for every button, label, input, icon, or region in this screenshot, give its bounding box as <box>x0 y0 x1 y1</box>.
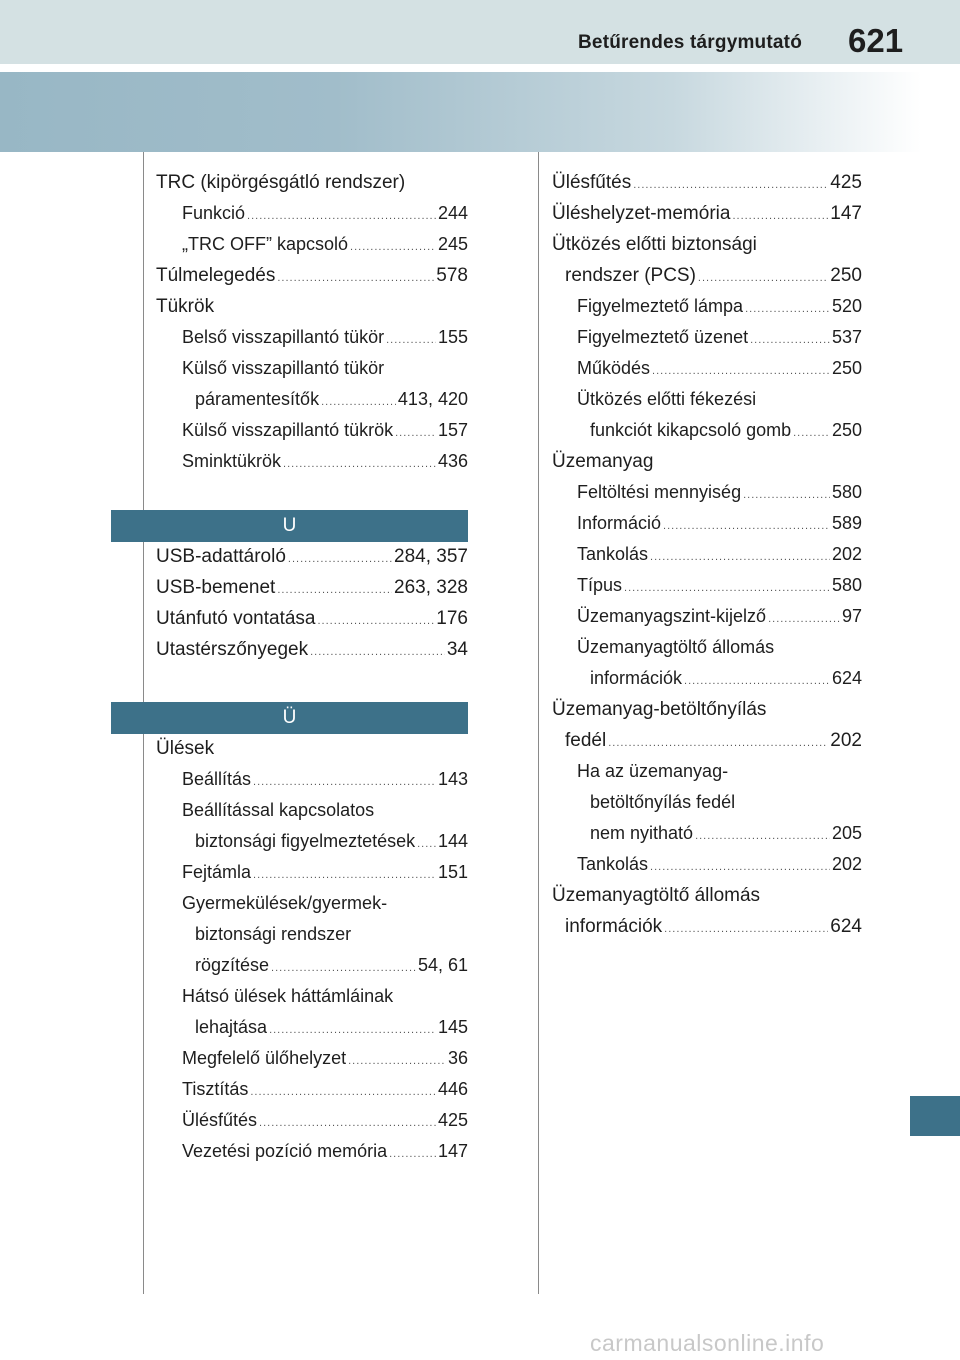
index-entry <box>552 260 862 291</box>
entry-label: Tankolás <box>577 544 649 564</box>
left-index-column-uu <box>156 733 468 1167</box>
dot-leader <box>768 604 840 632</box>
right-index-column <box>552 167 862 942</box>
dot-leader <box>386 325 436 353</box>
entry-label: Információ <box>577 513 662 533</box>
index-entry <box>156 764 468 795</box>
entry-label: Feltöltési mennyiség <box>577 482 742 502</box>
entry-page-ref: 155 <box>437 327 468 347</box>
entry-page-ref: 97 <box>841 606 862 626</box>
dot-leader <box>698 263 828 291</box>
index-entry <box>552 384 862 415</box>
entry-page-ref: 578 <box>436 265 468 286</box>
entry-page-ref: 144 <box>437 831 468 851</box>
index-entry <box>552 632 862 663</box>
dot-leader <box>664 914 828 942</box>
dot-leader <box>793 418 830 446</box>
entry-page-ref: 54, 61 <box>417 955 468 975</box>
entry-label: Üzemanyag <box>552 451 654 472</box>
index-entry <box>552 787 862 818</box>
index-entry <box>156 541 468 572</box>
entry-label: betöltőnyílás fedél <box>590 792 736 812</box>
entry-label: Működés <box>577 358 651 378</box>
dot-leader <box>395 418 436 446</box>
index-entry <box>552 353 862 384</box>
index-entry <box>552 415 862 446</box>
chapter-tab <box>910 1096 960 1136</box>
entry-page-ref: 284, 357 <box>394 546 468 567</box>
index-entry <box>156 857 468 888</box>
dot-leader <box>277 263 434 291</box>
dot-leader <box>288 544 392 572</box>
index-entry <box>552 539 862 570</box>
section-header-uu: Ü <box>111 702 468 734</box>
watermark: carmanualsonline.info <box>590 1330 825 1356</box>
entry-label: Külső visszapillantó tükrök <box>182 420 394 440</box>
decorative-band <box>0 72 960 152</box>
entry-page-ref: 147 <box>830 203 862 224</box>
dot-leader <box>695 821 830 849</box>
entry-page-ref: 624 <box>831 668 862 688</box>
entry-label: Tisztítás <box>182 1079 249 1099</box>
index-entry <box>552 446 862 477</box>
entry-label: Ülésfűtés <box>552 172 632 193</box>
entry-label: Üzemanyagtöltő állomás <box>577 637 775 657</box>
entry-label: Utánfutó vontatása <box>156 608 316 629</box>
entry-page-ref: 589 <box>831 513 862 533</box>
header-bar <box>0 0 960 64</box>
index-entry <box>156 1043 468 1074</box>
index-entry <box>552 291 862 322</box>
entry-label: Fejtámla <box>182 862 252 882</box>
entry-label: Belső visszapillantó tükör <box>182 327 385 347</box>
entry-label: nem nyitható <box>590 823 694 843</box>
index-entry <box>552 756 862 787</box>
entry-label: rögzítése <box>195 955 270 975</box>
dot-leader <box>348 1046 446 1074</box>
entry-label: Külső visszapillantó tükör <box>182 358 385 378</box>
dot-leader <box>259 1108 436 1136</box>
entry-page-ref: 36 <box>447 1048 468 1068</box>
center-rule <box>538 152 539 1294</box>
entry-label: Hátsó ülések háttámláinak <box>182 986 394 1006</box>
dot-leader <box>350 232 436 260</box>
entry-label: Megfelelő ülőhelyzet <box>182 1048 347 1068</box>
index-entry <box>552 601 862 632</box>
page-number: 621 <box>848 22 904 59</box>
entry-page-ref: 250 <box>830 265 862 286</box>
entry-page-ref: 147 <box>437 1141 468 1161</box>
entry-label: páramentesítők <box>195 389 320 409</box>
index-entry <box>552 508 862 539</box>
entry-page-ref: 145 <box>437 1017 468 1037</box>
index-entry <box>156 1136 468 1167</box>
entry-label: Vezetési pozíció memória <box>182 1141 388 1161</box>
dot-leader <box>650 852 830 880</box>
entry-label: Típus <box>577 575 623 595</box>
dot-leader <box>247 201 436 229</box>
entry-label: Beállítással kapcsolatos <box>182 800 375 820</box>
index-entry <box>552 911 862 942</box>
index-entry <box>156 1105 468 1136</box>
entry-label: Ülések <box>156 738 215 759</box>
index-entry <box>156 1012 468 1043</box>
dot-leader <box>684 666 830 694</box>
dot-leader <box>732 201 828 229</box>
entry-page-ref: 537 <box>831 327 862 347</box>
entry-label: fedél <box>565 730 607 751</box>
entry-page-ref: 580 <box>831 575 862 595</box>
entry-page-ref: 413, 420 <box>397 389 468 409</box>
index-entry <box>552 198 862 229</box>
left-index-column-top <box>156 167 468 477</box>
entry-label: Gyermekülések/gyermek- <box>182 893 388 913</box>
index-entry <box>156 888 468 919</box>
index-entry <box>156 167 468 198</box>
index-entry <box>552 570 862 601</box>
dot-leader <box>750 325 830 353</box>
entry-page-ref: 176 <box>436 608 468 629</box>
index-block-t <box>156 167 468 477</box>
entry-page-ref: 250 <box>831 358 862 378</box>
dot-leader <box>250 1077 436 1105</box>
entry-label: Utastérszőnyegek <box>156 639 309 660</box>
entry-label: TRC (kipörgésgátló rendszer) <box>156 172 406 193</box>
entry-page-ref: 157 <box>437 420 468 440</box>
index-entry <box>552 477 862 508</box>
entry-label: Figyelmeztető lámpa <box>577 296 744 316</box>
index-entry <box>156 260 468 291</box>
entry-label: Ha az üzemanyag- <box>577 761 729 781</box>
index-entry <box>156 1074 468 1105</box>
entry-label: biztonsági figyelmeztetések <box>195 831 416 851</box>
index-entry <box>156 919 468 950</box>
entry-label: információk <box>565 916 663 937</box>
section-header-u: U <box>111 510 468 542</box>
dot-leader <box>652 356 830 384</box>
entry-page-ref: 244 <box>437 203 468 223</box>
dot-leader <box>269 1015 436 1043</box>
index-entry <box>156 322 468 353</box>
index-entry <box>552 725 862 756</box>
index-block-uu <box>156 733 468 1167</box>
index-entry <box>552 694 862 725</box>
entry-label: információk <box>590 668 683 688</box>
dot-leader <box>318 606 435 634</box>
left-index-column-u <box>156 541 468 665</box>
entry-label: Tankolás <box>577 854 649 874</box>
entry-label: „TRC OFF” kapcsoló <box>182 234 349 254</box>
entry-label: USB-adattároló <box>156 546 286 567</box>
entry-page-ref: 34 <box>446 639 468 660</box>
dot-leader <box>310 637 445 665</box>
entry-label: Ütközés előtti biztonsági <box>552 234 757 255</box>
index-entry <box>156 826 468 857</box>
entry-page-ref: 143 <box>437 769 468 789</box>
entry-label: Üléshelyzet-memória <box>552 203 731 224</box>
index-entry <box>552 322 862 353</box>
dot-leader <box>745 294 830 322</box>
entry-label: rendszer (PCS) <box>565 265 696 286</box>
entry-page-ref: 151 <box>437 862 468 882</box>
dot-leader <box>253 767 436 795</box>
index-entry <box>156 384 468 415</box>
dot-leader <box>389 1139 436 1167</box>
entry-label: Figyelmeztető üzenet <box>577 327 749 347</box>
index-entry <box>156 733 468 764</box>
index-entry <box>552 880 862 911</box>
entry-label: Üzemanyagtöltő állomás <box>552 885 761 906</box>
dot-leader <box>608 728 828 756</box>
entry-page-ref: 580 <box>831 482 862 502</box>
entry-page-ref: 446 <box>437 1079 468 1099</box>
entry-page-ref: 425 <box>830 172 862 193</box>
index-entry <box>552 167 862 198</box>
entry-page-ref: 250 <box>831 420 862 440</box>
entry-label: Beállítás <box>182 769 252 789</box>
dot-leader <box>633 170 828 198</box>
dot-leader <box>283 449 436 477</box>
index-entry <box>552 849 862 880</box>
entry-label: Üzemanyagszint-kijelző <box>577 606 767 626</box>
entry-page-ref: 425 <box>437 1110 468 1130</box>
index-entry <box>156 229 468 260</box>
entry-label: Sminktükrök <box>182 451 282 471</box>
entry-label: USB-bemenet <box>156 577 276 598</box>
index-block-right <box>552 167 862 942</box>
entry-page-ref: 202 <box>830 730 862 751</box>
index-entry <box>156 795 468 826</box>
index-entry <box>156 415 468 446</box>
dot-leader <box>743 480 830 508</box>
index-entry <box>156 446 468 477</box>
entry-page-ref: 520 <box>831 296 862 316</box>
index-entry <box>156 634 468 665</box>
index-entry <box>156 950 468 981</box>
index-entry <box>156 572 468 603</box>
entry-page-ref: 436 <box>437 451 468 471</box>
index-entry <box>552 818 862 849</box>
entry-page-ref: 245 <box>437 234 468 254</box>
index-entry <box>552 663 862 694</box>
entry-label: Tükrök <box>156 296 215 317</box>
entry-label: biztonsági rendszer <box>195 924 352 944</box>
dot-leader <box>417 829 436 857</box>
entry-page-ref: 202 <box>831 854 862 874</box>
entry-label: Ütközés előtti fékezési <box>577 389 757 409</box>
header-title: Betűrendes tárgymutató <box>578 32 802 53</box>
dot-leader <box>650 542 830 570</box>
entry-label: funkciót kikapcsoló gomb <box>590 420 792 440</box>
index-entry <box>156 353 468 384</box>
index-block-u <box>156 541 468 665</box>
entry-label: Üzemanyag-betöltőnyílás <box>552 699 767 720</box>
dot-leader <box>663 511 830 539</box>
dot-leader <box>321 387 396 415</box>
index-entry <box>156 603 468 634</box>
dot-leader <box>624 573 830 601</box>
dot-leader <box>277 575 392 603</box>
entry-label: Túlmelegedés <box>156 265 276 286</box>
entry-label: Funkció <box>182 203 246 223</box>
dot-leader <box>271 953 416 981</box>
entry-page-ref: 205 <box>831 823 862 843</box>
entry-page-ref: 202 <box>831 544 862 564</box>
index-entry <box>552 229 862 260</box>
index-entry <box>156 291 468 322</box>
index-entry <box>156 198 468 229</box>
entry-label: lehajtása <box>195 1017 268 1037</box>
entry-page-ref: 624 <box>830 916 862 937</box>
entry-page-ref: 263, 328 <box>394 577 468 598</box>
index-entry <box>156 981 468 1012</box>
entry-label: Ülésfűtés <box>182 1110 258 1130</box>
dot-leader <box>253 860 436 888</box>
